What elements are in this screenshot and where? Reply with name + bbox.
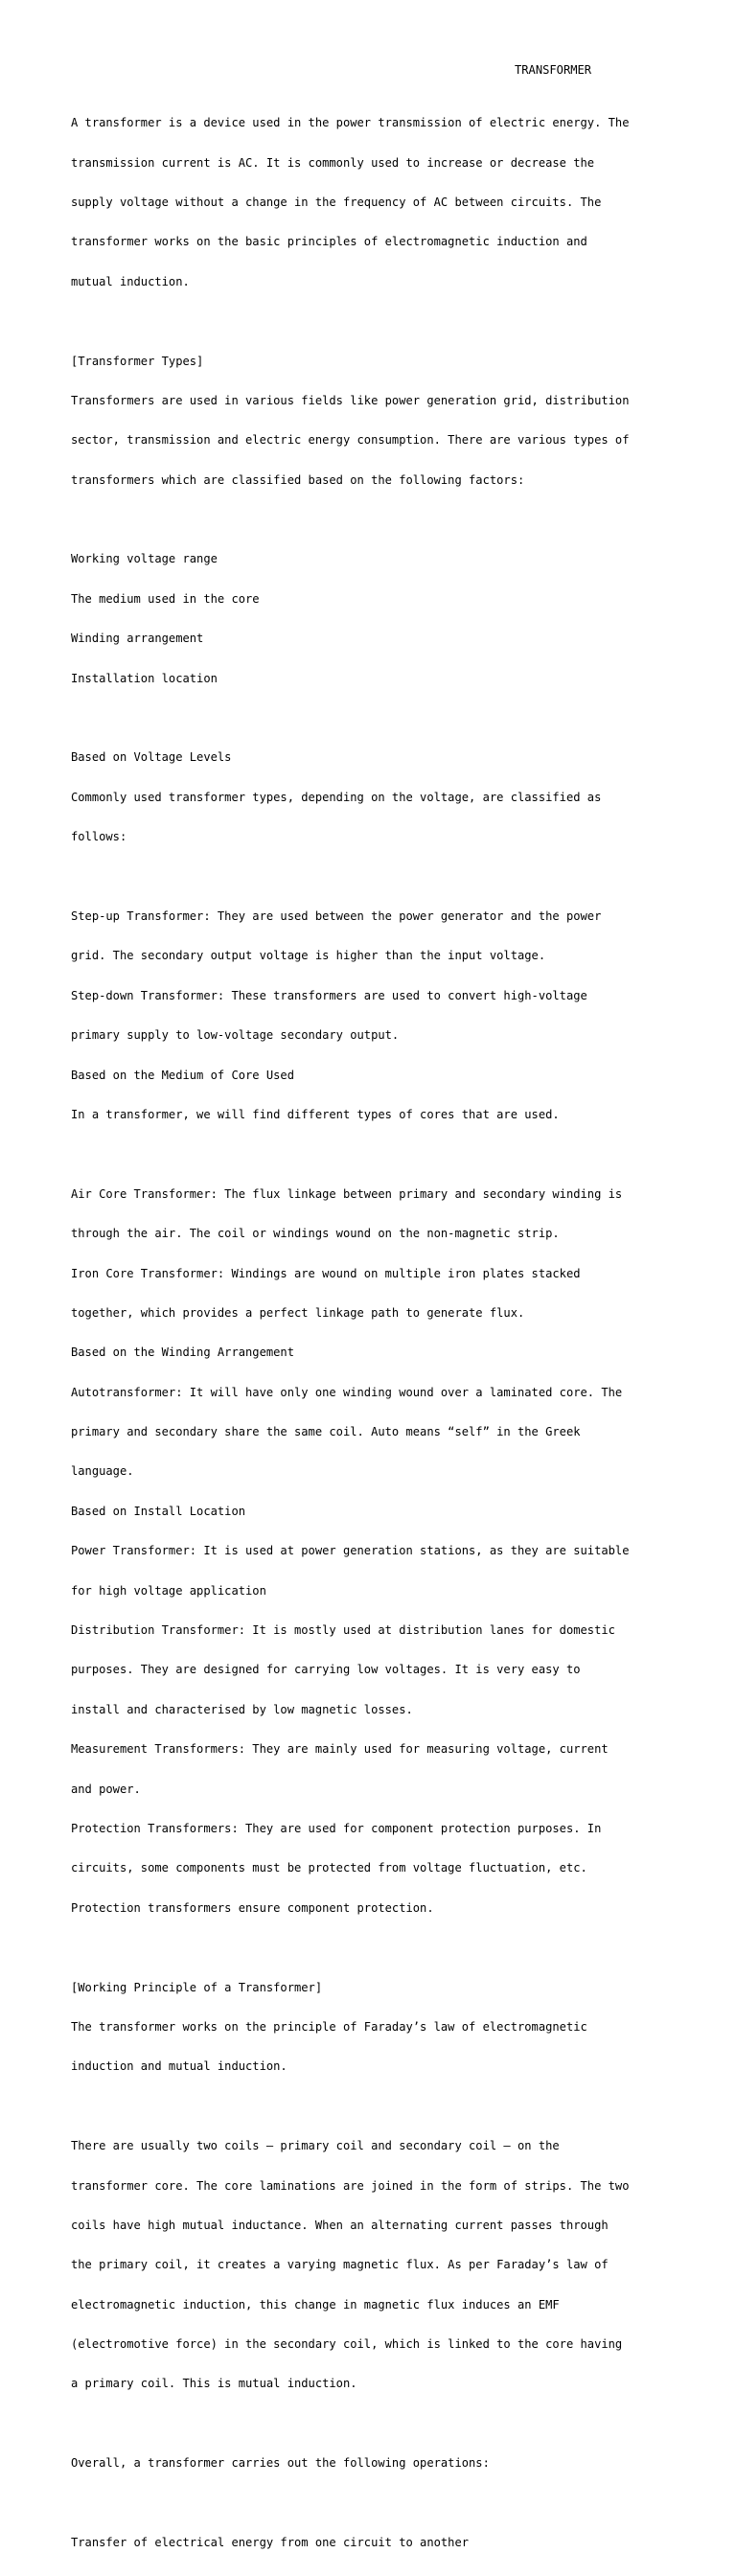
text-line: Distribution Transformer: It is mostly used at distribution lanes for domestic [71, 1623, 615, 1638]
list-item: Transfer of electrical energy from one circuit to another [71, 2536, 470, 2550]
paragraph-coils [71, 2114, 723, 2418]
text-line: Autotransformer: It will have only one winding wound over a laminated core. The [71, 1385, 623, 1399]
paragraph-introduction [71, 91, 723, 316]
text-line: A transformer is a device used in the power transmission of electric energy. The [71, 116, 630, 130]
text-line: transformer core. The core laminations are joined in the form of strips. The two [71, 2178, 630, 2193]
text-line: sector, transmission and electric energy consumption. There are various types of [71, 433, 630, 448]
paragraph-voltage-levels [71, 725, 723, 871]
text-line: primary and secondary share the same coil. Auto means “self” in the Greek [71, 1425, 581, 1439]
paragraph-transformer-types [71, 329, 723, 514]
subsection-heading: Based on Install Location [71, 1504, 246, 1518]
text-line: There are usually two coils – primary coil and secondary coil – on the [71, 2139, 560, 2153]
paragraph-operations-intro [71, 2431, 723, 2497]
text-line: Overall, a transformer carries out the following operations: [71, 2456, 490, 2471]
text-line: Commonly used transformer types, depending on the voltage, are classified as [71, 790, 602, 804]
text-line: transmission current is AC. It is commonly used to increase or decrease the [71, 155, 595, 170]
paragraph-working-principle [71, 1955, 723, 2101]
text-line: The transformer works on the principle of Faraday’s law of electromagnetic [71, 2019, 587, 2034]
text-line: and power. [71, 1782, 141, 1796]
factor-list [71, 527, 723, 712]
subsection-heading: Based on the Winding Arrangement [71, 1346, 294, 1360]
document-page [71, 64, 723, 2576]
subsection-heading: Based on the Medium of Core Used [71, 1068, 294, 1082]
text-line: electromagnetic induction, this change in magnetic flux induces an EMF [71, 2297, 560, 2312]
text-line: coils have high mutual inductance. When an alternating current passes through [71, 2218, 609, 2232]
text-line: Step-up Transformer: They are used between the power generator and the power [71, 909, 602, 923]
text-line: transformers which are classified based on the following factors: [71, 472, 525, 487]
text-line: Transformers are used in various fields like power generation grid, distribution [71, 393, 630, 407]
text-line: purposes. They are designed for carrying low voltages. It is very easy to [71, 1663, 581, 1677]
list-item: Winding arrangement [71, 632, 204, 646]
text-line: Iron Core Transformer: Windings are wound on multiple iron plates stacked [71, 1266, 581, 1280]
subsection-heading: Based on Voltage Levels [71, 750, 232, 765]
text-line: Step-down Transformer: These transformers are used to convert high-voltage [71, 988, 587, 1002]
section-heading: [Transformer Types] [71, 354, 204, 368]
document-title: TRANSFORMER [515, 63, 592, 77]
section-heading: [Working Principle of a Transformer] [71, 1980, 323, 1994]
text-line: Protection transformers ensure component protection. [71, 1900, 434, 1915]
list-item: Working voltage range [71, 552, 218, 566]
text-line: circuits, some components must be protected from voltage fluctuation, etc. [71, 1861, 587, 1875]
text-line: Power Transformer: It is used at power generation stations, as they are suitable [71, 1544, 630, 1558]
text-line: grid. The secondary output voltage is higher than the input voltage. [71, 949, 546, 963]
text-line: together, which provides a perfect linkage path to generate flux. [71, 1305, 525, 1320]
text-line: induction and mutual induction. [71, 2059, 288, 2074]
text-line: a primary coil. This is mutual induction. [71, 2377, 357, 2391]
list-item: The medium used in the core [71, 591, 260, 606]
text-line: mutual induction. [71, 274, 190, 288]
text-line: install and characterised by low magnetic losses. [71, 1702, 413, 1716]
text-line: In a transformer, we will find different types of cores that are used. [71, 1107, 560, 1121]
text-line: primary supply to low-voltage secondary output. [71, 1028, 400, 1043]
paragraph-step-transformers [71, 884, 723, 1148]
paragraph-core-and-winding-types [71, 1162, 723, 1942]
text-line: follows: [71, 830, 127, 844]
text-line: Protection Transformers: They are used for component protection purposes. In [71, 1821, 602, 1835]
operations-list [71, 2510, 723, 2576]
list-item: Installation location [71, 671, 218, 685]
text-line: (electromotive force) in the secondary coil, which is linked to the core having [71, 2337, 623, 2352]
text-line: Air Core Transformer: The flux linkage between primary and secondary winding is [71, 1186, 623, 1201]
text-line: Measurement Transformers: They are mainly used for measuring voltage, current [71, 1742, 609, 1757]
text-line: transformer works on the basic principles of electromagnetic induction and [71, 235, 587, 249]
text-line: language. [71, 1464, 134, 1479]
text-line: through the air. The coil or windings wound on the non-magnetic strip. [71, 1227, 560, 1241]
text-line: supply voltage without a change in the frequency of AC between circuits. The [71, 195, 602, 209]
text-line: for high voltage application [71, 1583, 266, 1598]
text-line: the primary coil, it creates a varying magnetic flux. As per Faraday’s law of [71, 2258, 609, 2272]
